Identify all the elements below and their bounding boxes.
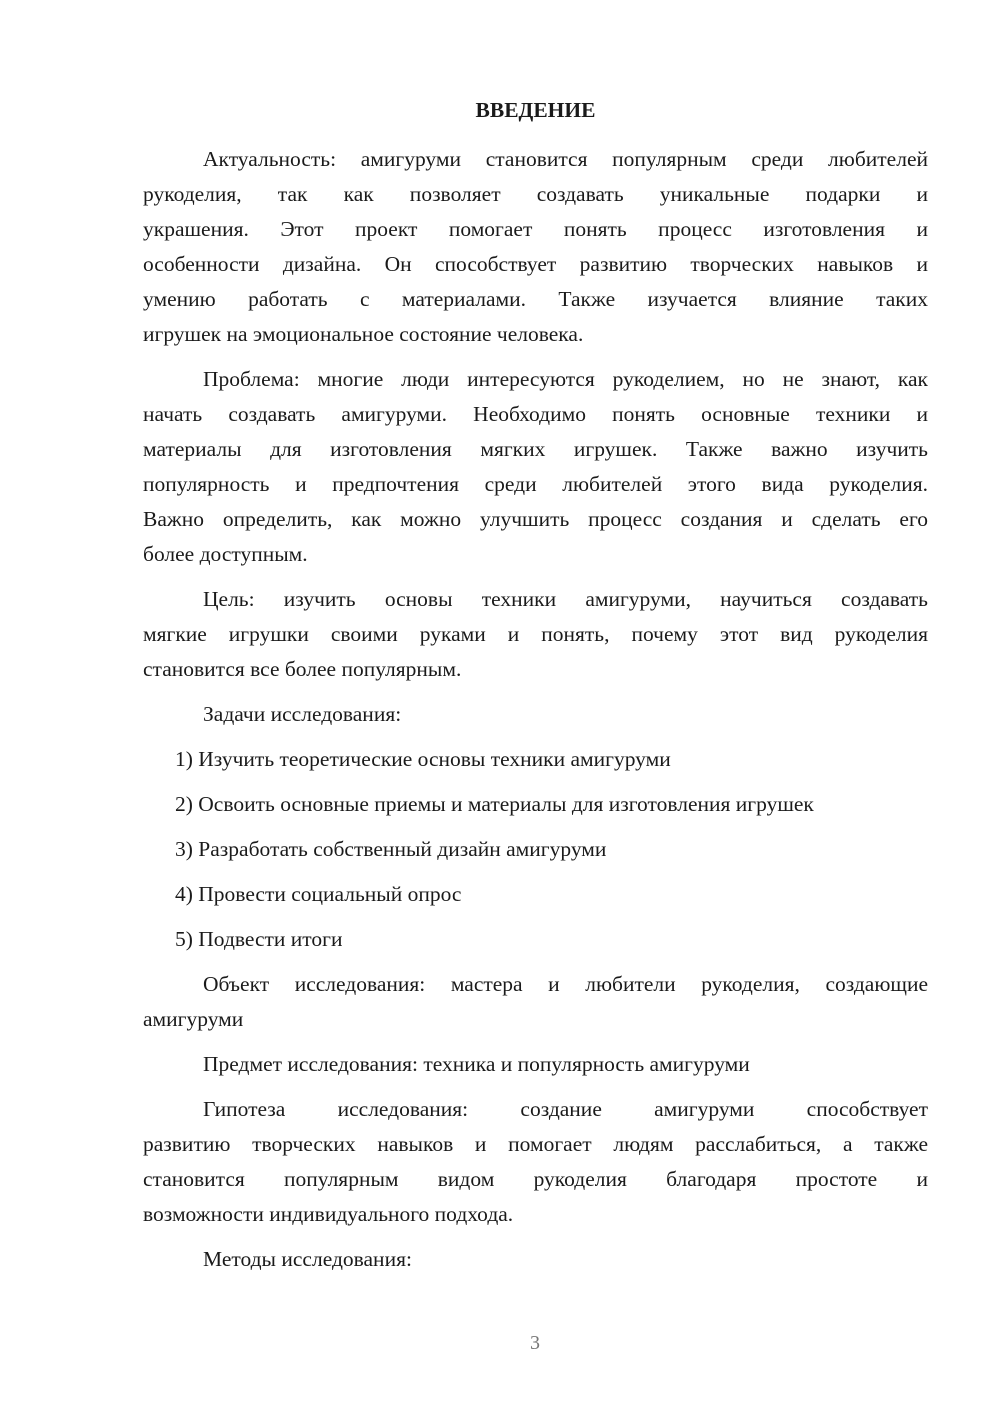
text-line: амигуруми xyxy=(143,1007,244,1031)
document-page xyxy=(143,93,928,1287)
text-line: Объект исследования: мастера и любители рукоделия, создающие xyxy=(203,972,928,996)
paragraph-relevance xyxy=(143,142,928,352)
text-line: Проблема: многие люди интересуются рукоделием, но не знают, как xyxy=(203,367,928,391)
text-line: становится популярным видом рукоделия благодаря простоте и xyxy=(143,1167,928,1191)
text-line: развитию творческих навыков и помогает людям расслабиться, а также xyxy=(143,1132,928,1156)
text-line: популярность и предпочтения среди любителей этого вида рукоделия. xyxy=(143,472,928,496)
section-title: ВВЕДЕНИЕ xyxy=(475,98,596,122)
text-line: Цель: изучить основы техники амигуруми, научиться создавать xyxy=(203,587,928,611)
text-line: материалы для изготовления мягких игрушек. Также важно изучить xyxy=(143,437,928,461)
text-line: более доступным. xyxy=(143,542,308,566)
paragraph-problem xyxy=(143,362,928,572)
text-line: Гипотеза исследования: создание амигуруми способствует xyxy=(203,1097,928,1121)
task-item: 1) Изучить теоретические основы техники амигуруми xyxy=(175,747,671,771)
text-line: рукоделия, так как позволяет создавать уникальные подарки и xyxy=(143,182,928,206)
tasks-heading: Задачи исследования: xyxy=(203,702,402,726)
text-line: игрушек на эмоциональное состояние человека. xyxy=(143,322,584,346)
paragraph-subject: Предмет исследования: техника и популярность амигуруми xyxy=(203,1052,750,1076)
task-item: 5) Подвести итоги xyxy=(175,927,343,951)
methods-heading: Методы исследования: xyxy=(203,1247,412,1271)
text-line: особенности дизайна. Он способствует развитию творческих навыков и xyxy=(143,252,928,276)
task-item: 3) Разработать собственный дизайн амигуруми xyxy=(175,837,607,861)
text-line: начать создавать амигуруми. Необходимо понять основные техники и xyxy=(143,402,928,426)
paragraph-goal xyxy=(143,582,928,687)
text-line: украшения. Этот проект помогает понять процесс изготовления и xyxy=(143,217,928,241)
text-line: Важно определить, как можно улучшить процесс создания и сделать его xyxy=(143,507,928,531)
paragraph-object xyxy=(143,967,928,1037)
page-number: 3 xyxy=(530,1332,540,1354)
task-item: 2) Освоить основные приемы и материалы для изготовления игрушек xyxy=(175,792,814,816)
text-line: умению работать с материалами. Также изучается влияние таких xyxy=(143,287,928,311)
text-line: Актуальность: амигуруми становится популярным среди любителей xyxy=(203,147,928,171)
text-line: становится все более популярным. xyxy=(143,657,462,681)
paragraph-hypothesis xyxy=(143,1092,928,1232)
text-line: мягкие игрушки своими руками и понять, почему этот вид рукоделия xyxy=(143,622,928,646)
text-line: возможности индивидуального подхода. xyxy=(143,1202,514,1226)
task-item: 4) Провести социальный опрос xyxy=(175,882,462,906)
